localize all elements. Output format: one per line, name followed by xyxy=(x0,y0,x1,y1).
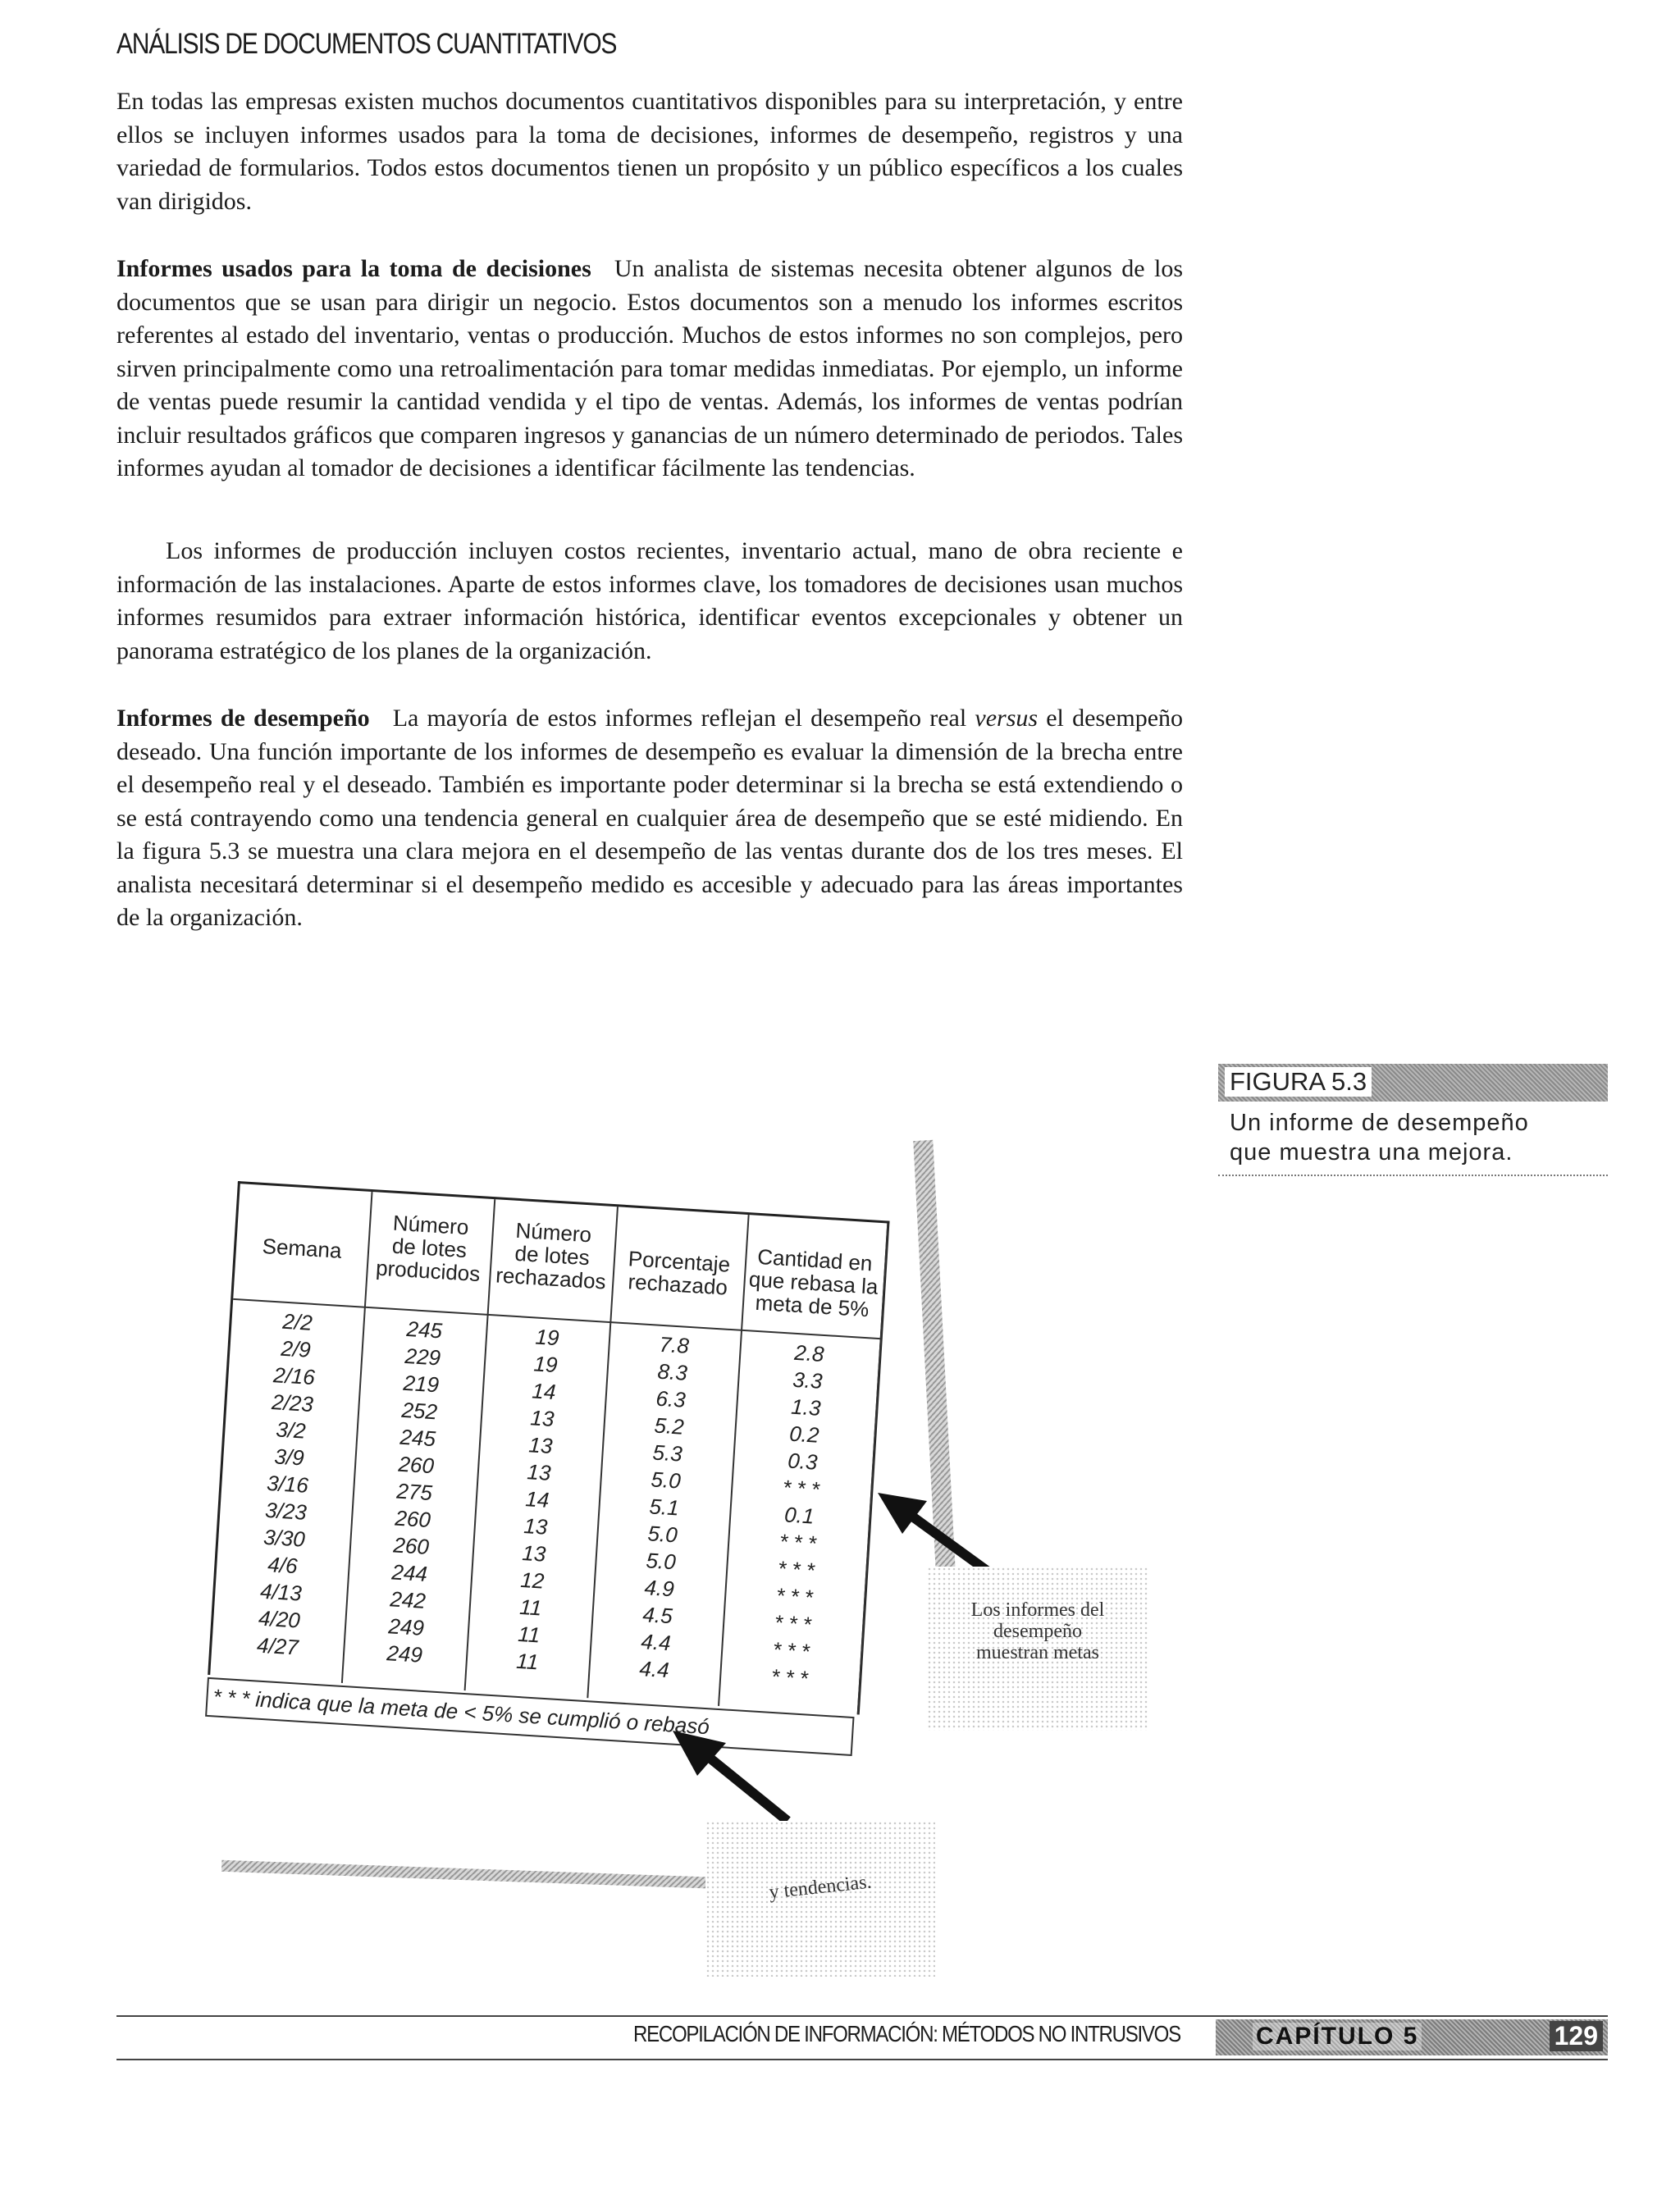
table-footnote: * * * indica que la meta de < 5% se cumplió o rebasó xyxy=(205,1677,854,1756)
table-frame xyxy=(208,1181,889,1714)
values-exceeds xyxy=(719,1336,879,1696)
header-rejected: Número de lotes rechazados xyxy=(495,1217,607,1294)
table-cell: 13 xyxy=(521,1540,547,1567)
table-cell: 219 xyxy=(402,1370,440,1398)
figure-caption-line-2: que muestra una mejora. xyxy=(1230,1139,1513,1166)
table-cell: 3/30 xyxy=(262,1524,306,1552)
table-cell: 3/16 xyxy=(266,1470,309,1498)
figure-caption-line-1: Un informe de desempeño xyxy=(1230,1110,1529,1136)
table-cell: 19 xyxy=(532,1351,559,1378)
header-percent: Porcentaje rechazado xyxy=(627,1246,731,1300)
figure-description xyxy=(1230,1108,1591,1167)
table-cell: 275 xyxy=(395,1478,433,1506)
table-cell: 4.4 xyxy=(638,1656,670,1683)
table-cell: 249 xyxy=(387,1613,425,1640)
callout-trends-text: y tendencias. xyxy=(768,1871,873,1904)
decisions-paragraph xyxy=(116,253,1183,486)
table-cell: * * * xyxy=(775,1583,814,1610)
table-cell: 5.0 xyxy=(645,1548,677,1575)
performance-text-em: versus xyxy=(975,705,1039,732)
performance-heading: Informes de desempeño xyxy=(116,705,370,732)
figure-caption xyxy=(1218,1064,1608,1179)
table-cell: 6.3 xyxy=(655,1385,687,1412)
callout-goals-text xyxy=(927,1599,1148,1663)
performance-text-a: La mayoría de estos informes reflejan el desempeño real xyxy=(392,705,975,732)
table-cell: 3.3 xyxy=(792,1366,824,1394)
table-cell: 3/9 xyxy=(273,1444,305,1471)
table-cell: * * * xyxy=(774,1609,812,1637)
header-produced: Número de lotes producidos xyxy=(375,1210,482,1287)
table-cell: 7.8 xyxy=(658,1331,690,1358)
table-cell: 5.0 xyxy=(650,1467,682,1494)
table-cell: 260 xyxy=(392,1532,430,1560)
table-cell: 260 xyxy=(394,1505,431,1533)
table-cell: 13 xyxy=(526,1459,552,1485)
table-cell: 252 xyxy=(400,1397,438,1425)
values-produced xyxy=(342,1313,486,1672)
col-exceeds xyxy=(718,1215,888,1714)
table-cell: 4/13 xyxy=(259,1578,303,1606)
table-cell: 244 xyxy=(390,1559,428,1586)
figure-label: FIGURA 5.3 xyxy=(1225,1067,1372,1097)
table-cell: 3/23 xyxy=(264,1497,308,1525)
table-cell: 0.2 xyxy=(788,1421,820,1448)
table-cell: 8.3 xyxy=(656,1358,688,1385)
table-cell: 2/2 xyxy=(281,1308,313,1335)
footer-rule-top xyxy=(116,2015,1608,2017)
table-cell: 2.8 xyxy=(793,1339,825,1366)
decisions-text: Un analista de sistemas necesita obtener algunos de los documentos que se usan para dirigir un negocio. Estos documentos son a menudo los informes escritos referentes al estado del inventario, ventas o producción. Muchos de estos informes no son complejos, pero sirven principalmente como una retroalimentación para tomar medidas inmediatas. Por ejemplo, un informe de ventas puede resumir la cantidad vendida y el tipo de ventas. Además, los informes de ventas podrían incluir resultados gráficos que comparen ingresos y ganancias de un número determinado de periodos. Tales informes ayudan al tomador de decisiones a identificar fácilmente las tendencias. xyxy=(116,255,1184,481)
running-title: RECOPILACIÓN DE INFORMACIÓN: MÉTODOS NO INTRUSIVOS xyxy=(633,2021,1180,2046)
section-title: ANÁLISIS DE DOCUMENTOS CUANTITATIVOS xyxy=(116,28,617,60)
values-percent xyxy=(588,1328,741,1687)
table-cell: 4/6 xyxy=(267,1552,299,1579)
values-rejected xyxy=(465,1321,609,1679)
table-cell: 13 xyxy=(527,1432,554,1458)
table-cell: 14 xyxy=(531,1378,557,1405)
performance-text-b: el desempeño deseado. Una función importante de los informes de desempeño es evaluar la dimensión de la brecha entre el desempeño real y el deseado. También es importante poder determinar si la brecha se está extendiendo o se está contrayendo como una tendencia general en cualquier área de desempeño que se esté midiendo. En la figura 5.3 se muestra una clara mejora en el desempeño de las ventas durante dos de los tres meses. El analista necesitará determinar si el desempeño medido es accesible y adecuado para las áreas importantes de la organización. xyxy=(116,705,1184,931)
table-cell: 14 xyxy=(524,1486,550,1512)
table-cell: 13 xyxy=(523,1513,549,1540)
values-week xyxy=(212,1305,364,1664)
header-exceeds: Cantidad en que rebasa la meta de 5% xyxy=(748,1243,879,1322)
header-week: Semana xyxy=(261,1233,343,1263)
table-cell: 11 xyxy=(518,1594,543,1621)
table-cell: 245 xyxy=(405,1316,443,1344)
page-number: 129 xyxy=(1550,2021,1603,2051)
table-cell: 249 xyxy=(386,1640,423,1667)
table-cell: 260 xyxy=(397,1451,435,1479)
chapter-label: CAPÍTULO 5 xyxy=(1253,2023,1422,2051)
table-cell: 1.3 xyxy=(790,1394,822,1421)
table-cell: 12 xyxy=(519,1567,546,1594)
table-cell: 3/2 xyxy=(275,1416,307,1444)
table-cell: 5.3 xyxy=(651,1439,683,1467)
callout-goals-line-3: muestran metas xyxy=(976,1642,1099,1663)
performance-paragraph xyxy=(116,702,1183,935)
callout-goals-line-2: desempeño xyxy=(993,1621,1082,1642)
table-cell: 2/16 xyxy=(272,1362,316,1390)
table-cell: * * * xyxy=(782,1475,820,1502)
table-cell: 229 xyxy=(404,1343,441,1371)
table-cell: 4/20 xyxy=(258,1605,301,1633)
table-cell: 4.5 xyxy=(641,1602,673,1629)
intro-paragraph: En todas las empresas existen muchos documentos cuantitativos disponibles para su interpretación, y entre ellos se incluyen informes usados para la toma de decisiones, informes de desempeño, registros y una variedad de formularios. Todos estos documentos tienen un propósito y un público específicos a los cuales van dirigidos. xyxy=(116,88,1183,215)
footer-chapter-bar xyxy=(1216,2019,1608,2055)
table-cell: 5.1 xyxy=(648,1494,680,1521)
table-cell: 2/23 xyxy=(271,1389,314,1417)
arrow-icon-trends xyxy=(664,1722,796,1829)
table-cell: 19 xyxy=(534,1324,560,1351)
table-cell: 2/9 xyxy=(280,1335,312,1362)
table-cell: 242 xyxy=(389,1586,427,1613)
decisions-heading: Informes usados para la toma de decisiones xyxy=(116,255,591,282)
footer-rule-bottom xyxy=(116,2059,1608,2060)
table-cell: 11 xyxy=(515,1648,540,1675)
table-cell: 0.3 xyxy=(787,1448,819,1475)
table-cell: 11 xyxy=(517,1621,541,1648)
table-cell: * * * xyxy=(770,1663,809,1691)
callout-goals xyxy=(927,1567,1148,1731)
table-cell: 5.0 xyxy=(646,1521,678,1548)
table-cell: 4.4 xyxy=(640,1629,672,1656)
table-cell: 13 xyxy=(529,1405,555,1432)
caption-underline xyxy=(1218,1175,1608,1176)
production-paragraph: Los informes de producción incluyen costos recientes, inventario actual, mano de obra reciente e información de las instalaciones. Aparte de estos informes clave, los tomadores de decisiones usan muchos informes resumidos para extraer información histórica, identificar eventos excepcionales y obtener un panorama estratégico de los planes de la organización. xyxy=(116,537,1183,664)
table-cell: 0.1 xyxy=(783,1502,815,1529)
table-cell: * * * xyxy=(778,1529,817,1556)
table-cell: * * * xyxy=(777,1556,815,1583)
table-cell: 4/27 xyxy=(256,1632,299,1660)
figure-panel xyxy=(205,1140,1189,2026)
figure-label-bar xyxy=(1218,1064,1608,1102)
table-cell: 245 xyxy=(399,1424,436,1452)
table-cell: * * * xyxy=(772,1636,810,1664)
performance-table xyxy=(204,1181,892,1770)
table-cell: 5.2 xyxy=(653,1412,685,1439)
table-cell: 4.9 xyxy=(643,1575,675,1602)
callout-trends xyxy=(705,1821,935,1977)
callout-goals-line-1: Los informes del xyxy=(970,1599,1105,1621)
